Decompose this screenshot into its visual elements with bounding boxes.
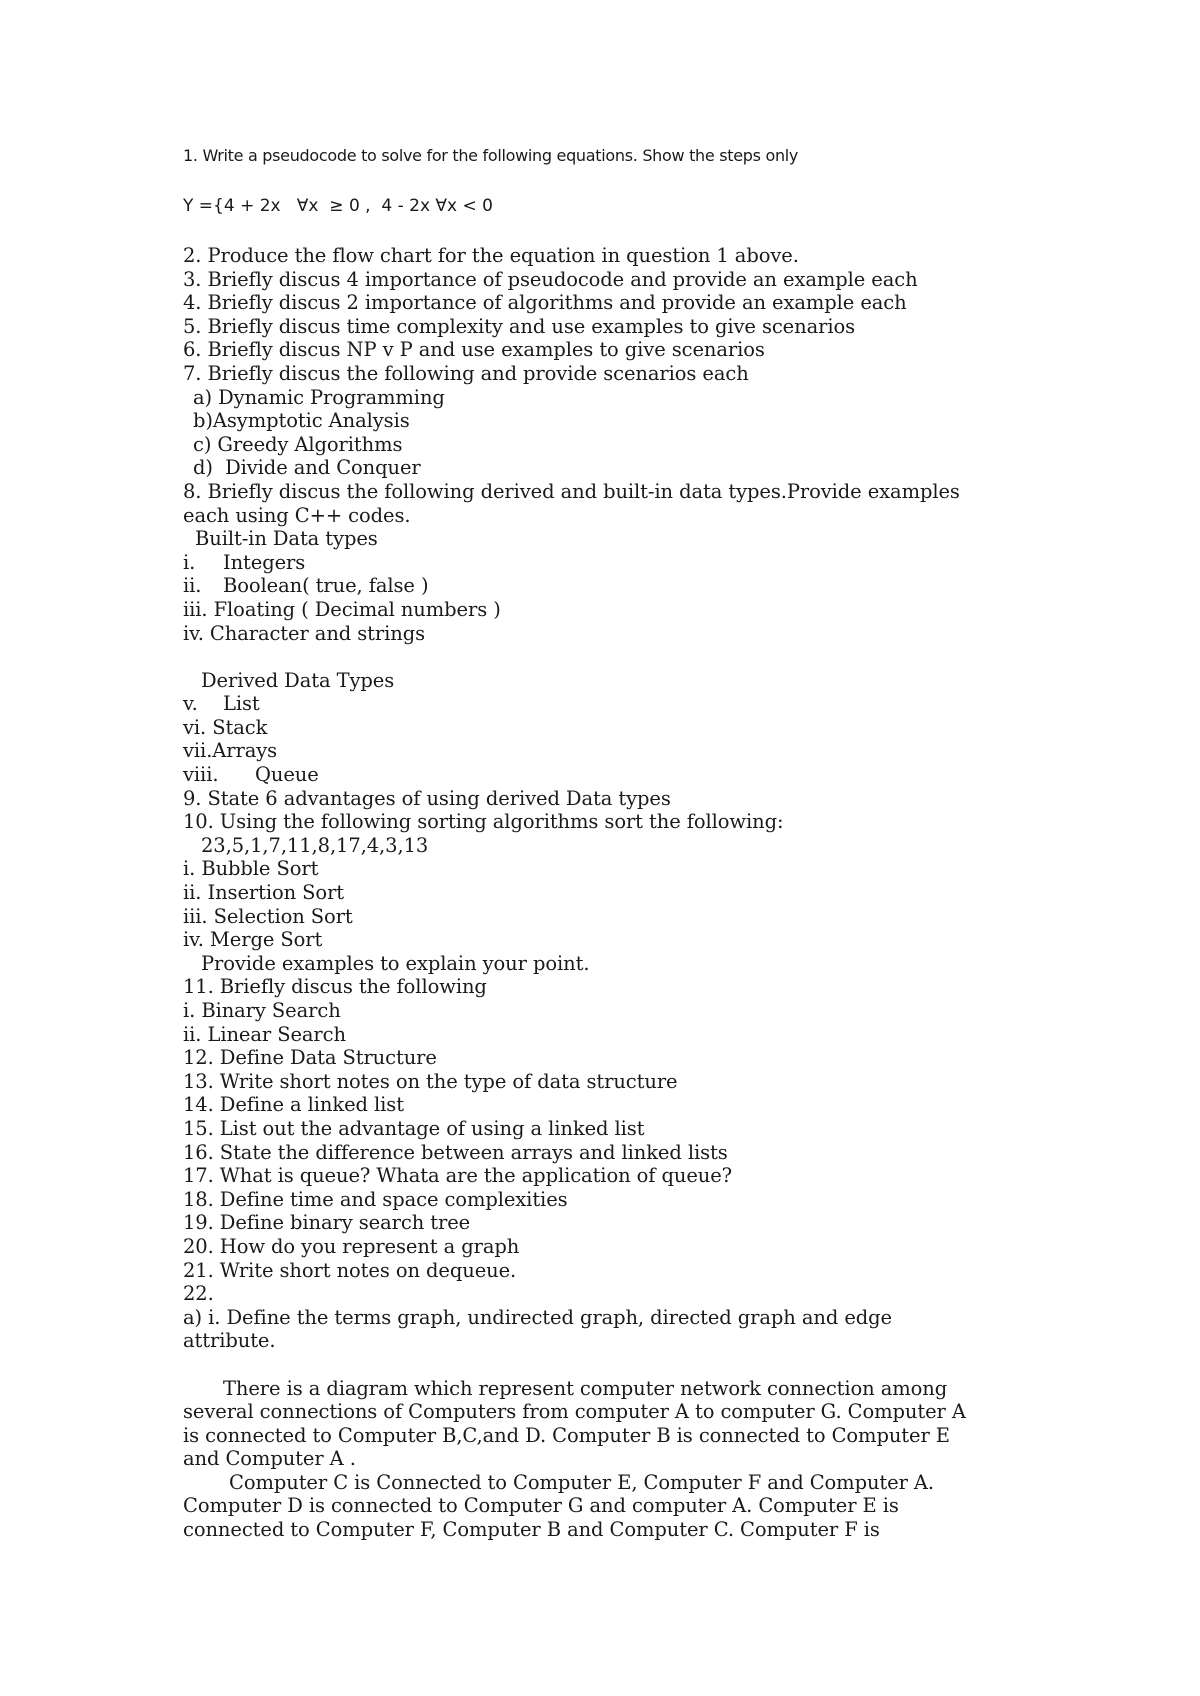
question-12: 12. Define Data Structure (183, 1046, 437, 1070)
question-16: 16. State the difference between arrays and linked lists (183, 1140, 728, 1164)
sort-item-iii: iii. Selection Sort (183, 904, 353, 928)
builtin-item-iii: iii. Floating ( Decimal numbers ) (183, 597, 501, 621)
question-17: 17. What is queue? Whata are the application of queue? (183, 1164, 733, 1188)
search-item-i: i. Binary Search (183, 999, 341, 1022)
list-marker: v. (183, 692, 198, 716)
builtin-types-heading: Built-in Data types (195, 527, 378, 551)
list-marker: i. (183, 550, 196, 574)
question-19: 19. Define binary search tree (183, 1211, 471, 1235)
sort-item-ii: ii. Insertion Sort (183, 881, 345, 905)
question-3: 3. Briefly discus 4 importance of pseudocode and provide an example each (183, 267, 918, 291)
question-13: 13. Write short notes on the type of data structure (183, 1069, 678, 1093)
question-7-item-a: a) Dynamic Programming (193, 385, 445, 409)
question-7-item-d: d) Divide and Conquer (193, 456, 421, 480)
question-21: 21. Write short notes on dequeue. (183, 1258, 517, 1282)
blank-line (183, 1353, 1013, 1377)
question-7: 7. Briefly discus the following and provide scenarios each (183, 361, 749, 385)
network-paragraph-line-6: Computer D is connected to Computer G and computer A. Computer E is (183, 1494, 899, 1518)
list-item-text: Boolean( true, false ) (223, 574, 429, 598)
question-15: 15. List out the advantage of using a linked list (183, 1116, 645, 1140)
network-paragraph-line-7: connected to Computer F, Computer B and Computer C. Computer F is (183, 1518, 880, 1542)
network-paragraph-line-3: is connected to Computer B,C,and D. Computer B is connected to Computer E (183, 1423, 950, 1447)
search-item-ii: ii. Linear Search (183, 1022, 346, 1046)
builtin-item-i (183, 551, 1013, 575)
question-7-item-b: b)Asymptotic Analysis (193, 409, 410, 433)
derived-item-viii (183, 763, 1013, 787)
question-8-continued: each using C++ codes. (183, 503, 411, 527)
sort-instruction: Provide examples to explain your point. (201, 951, 590, 975)
question-4: 4. Briefly discus 2 importance of algorithms and provide an example each (183, 291, 907, 315)
question-8: 8. Briefly discus the following derived and built-in data types.Provide examples (183, 479, 960, 503)
network-paragraph-line-2: several connections of Computers from computer A to computer G. Computer A (183, 1400, 966, 1424)
question-5: 5. Briefly discus time complexity and use examples to give scenarios (183, 314, 856, 338)
question-14: 14. Define a linked list (183, 1093, 404, 1117)
list-marker: viii. (183, 763, 219, 787)
blank-line (183, 645, 1013, 669)
derived-item-vi: vi. Stack (183, 715, 268, 739)
network-paragraph-line-1: There is a diagram which represent computer network connection among (223, 1376, 948, 1400)
derived-item-v (183, 692, 1013, 716)
question-11: 11. Briefly discus the following (183, 975, 487, 999)
list-item-text: List (223, 692, 260, 716)
question-20: 20. How do you represent a graph (183, 1234, 520, 1258)
sort-item-iv: iv. Merge Sort (183, 928, 323, 952)
question-10: 10. Using the following sorting algorithms sort the following: (183, 810, 784, 834)
sort-sequence: 23,5,1,7,11,8,17,4,3,13 (201, 833, 429, 857)
builtin-item-ii (183, 574, 1013, 598)
question-22: 22. (183, 1282, 214, 1306)
question-6: 6. Briefly discus NP v P and use examples to give scenarios (183, 338, 765, 362)
question-2: 2. Produce the flow chart for the equation in question 1 above. (183, 244, 799, 267)
question-1-text: 1. Write a pseudocode to solve for the following equations. Show the steps only (183, 146, 799, 165)
question-22-part-a: a) i. Define the terms graph, undirected graph, directed graph and edge (183, 1305, 892, 1329)
derived-item-vii: vii.Arrays (183, 739, 278, 763)
sort-item-i: i. Bubble Sort (183, 857, 319, 881)
network-paragraph-line-5: Computer C is Connected to Computer E, Computer F and Computer A. (229, 1470, 934, 1494)
question-9: 9. State 6 advantages of using derived Data types (183, 786, 671, 810)
question-18: 18. Define time and space complexities (183, 1187, 568, 1211)
question-list (183, 244, 1013, 1542)
question-7-item-c: c) Greedy Algorithms (193, 432, 403, 456)
list-item-text: Integers (223, 550, 306, 574)
builtin-item-iv: iv. Character and strings (183, 621, 426, 645)
list-item-text: Queue (255, 763, 319, 787)
question-1-equation: Y ={4 + 2x ∀x ≥ 0 , 4 - 2x ∀x < 0 (183, 196, 493, 216)
list-marker: ii. (183, 574, 202, 598)
derived-types-heading: Derived Data Types (201, 668, 395, 692)
question-22-part-a-continued: attribute. (183, 1329, 276, 1353)
network-paragraph-line-4: and Computer A . (183, 1447, 356, 1471)
